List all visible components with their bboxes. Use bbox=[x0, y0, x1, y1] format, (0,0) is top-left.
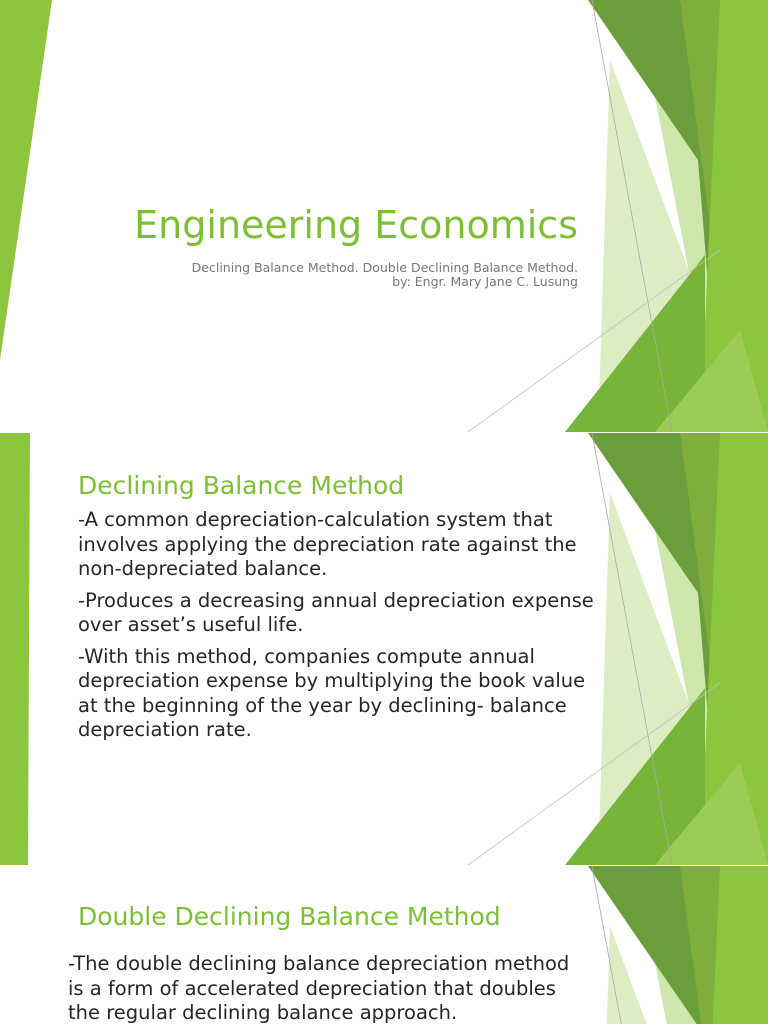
body-paragraph: -A common depreciation-calculation system that involves applying the depreciation rate against the non-depreciated balance. bbox=[78, 508, 577, 580]
subtitle-line: Declining Balance Method. Double Declining Balance Method. bbox=[191, 260, 578, 275]
left-green-bar bbox=[0, 433, 30, 865]
body-paragraph: -The double declining balance depreciation method is a form of accelerated depreciation that doubles the regular declining balance approach. bbox=[68, 952, 570, 1024]
left-green-triangle bbox=[0, 0, 52, 360]
body-paragraph: -Produces a decreasing annual depreciation expense over asset’s useful life. bbox=[78, 588, 594, 636]
slide-body bbox=[78, 508, 618, 750]
content-slide-declining-balance bbox=[0, 433, 768, 865]
slide-heading: Double Declining Balance Method bbox=[78, 902, 501, 931]
slide-body bbox=[68, 952, 608, 1024]
body-paragraph: -With this method, companies compute annual depreciation expense by multiplying the book value at the beginning of the year by declining- balance depreciation rate. bbox=[78, 644, 586, 741]
presentation-title: Engineering Economics bbox=[134, 203, 578, 247]
author-line: by: Engr. Mary Jane C. Lusung bbox=[392, 274, 578, 289]
title-slide bbox=[0, 0, 768, 432]
slide-heading: Declining Balance Method bbox=[78, 471, 405, 500]
content-slide-double-declining bbox=[0, 866, 768, 1024]
presentation-subtitle bbox=[192, 261, 578, 289]
